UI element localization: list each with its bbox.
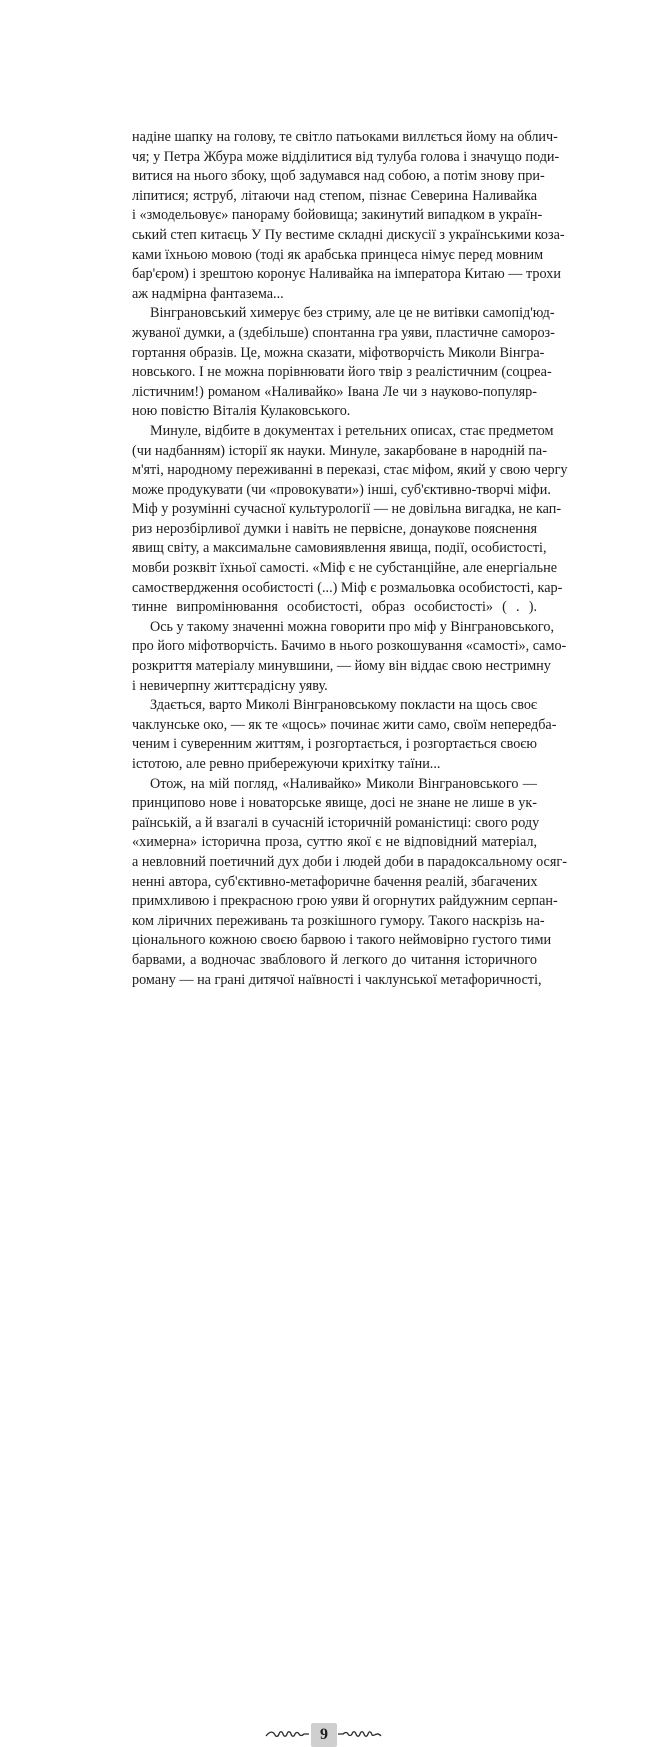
text-line: Вінграновський химерує без стриму, але це не витівки самопід'юд- (150, 305, 555, 322)
text-line: новського. І не можна порівнювати його твір з реалістичним (соцреа- (132, 364, 552, 381)
text-line: ком ліричних переживань та розкішного гумору. Такого наскрізь на- (132, 912, 545, 929)
text-line: Ось у такому значенні можна говорити про міф у Вінграновського, (150, 618, 555, 635)
text-line: надіне шапку на голову, те світло патьоками виллється йому на облич- (132, 129, 558, 145)
text-line: і «змодельовує» панораму бойовища; закинутий випадком в україн- (132, 207, 543, 224)
text-line: розкриття матеріалу минувшини, — йому він віддає свою нестримну (132, 658, 551, 675)
text-line: чаклунське око, — як те «щось» починає жити само, своїм непередба- (132, 716, 557, 733)
flourish-left-icon (264, 1727, 310, 1741)
text-line: ненні автора, суб'єктивно-метафоричне бачення реалій, збагачених (132, 873, 538, 890)
text-line: ками їхньою мовою (тоді як арабська принцеса німує перед мовним (132, 246, 544, 263)
text-line: «химерна» історична проза, суттю якої є не відповідний матеріал, (132, 834, 537, 851)
text-line: риз нерозбірливої думки і навіть не первісне, донаукове пояснення (132, 520, 537, 537)
text-line: Отож, на мій погляд, «Наливайко» Миколи Вінграновського — (150, 775, 537, 792)
text-line: м'яті, народному переживанні в переказі, стає міфом, який у свою чергу (132, 462, 568, 479)
text-line: жуваної думки, а (здебільше) спонтанна гра уяви, пластичне саморoз- (132, 324, 555, 341)
text-line: барвами, а водночас зваблового й легкого до читання історичного (132, 951, 537, 968)
text-line: примхливою і прекрасною грою уяви й огорнутих райдужним серпан- (132, 893, 558, 910)
text-line: мовби розквіт їхньої самості. «Міф є не субстанційне, але енергіальне (132, 560, 558, 577)
text-line: і невичерпну життєрадісну уяву. (132, 677, 328, 694)
text-line: самоствердження особистості (...) Міф є розмальовка особистості, кар- (132, 579, 563, 596)
text-line: ський степ китаєць У Пу вестиме складні дискусії з українськими коза- (132, 226, 565, 243)
text-line: ною повістю Віталія Кулаковського. (132, 403, 351, 420)
text-line: явищ світу, а максимальне самовиявлення явища, події, особистості, (132, 540, 547, 557)
text-line: бар'єром) і зрештою коронує Наливайка на імператора Китаю — трохи (132, 266, 561, 283)
text-line: Здається, варто Миколі Вінграновському покласти на щось своє (150, 697, 537, 714)
text-line: чя; у Петра Жбура може відділитися від тулуба голова і значущо поди- (132, 148, 560, 165)
text-line: принципово нове і новаторське явище, досі не знане не лише в ук- (132, 795, 537, 812)
text-line: ціонального кожною своєю барвою і такого неймовірно густого тими (132, 932, 552, 949)
text-line: істотою, але ревно прибережуючи крихітку таїни... (132, 756, 441, 772)
text-line: може продукувати (чи «провокувати») інші, суб'єктивно-творчі міфи. (132, 481, 551, 498)
text-line: ченим і суверенним життям, і розгортається, і розгортається своєю (132, 736, 537, 753)
text-line: раїнській, а й взагалі в сучасній історичній романістиці: свого роду (132, 814, 540, 831)
text-line: а невловний поетичний дух доби і людей доби в парадоксальному осяг- (132, 853, 567, 870)
text-line: Минуле, відбите в документах і ретельних описах, стає предметом (150, 422, 554, 439)
text-line: тинне випромінювання особистості, образ особистості» ( . ). (132, 599, 537, 616)
text-line: роману — на грані дитячої наївності і чаклунської метафоричності, (132, 971, 542, 988)
page-number: 9 (311, 1723, 337, 1747)
flourish-right-icon (337, 1727, 383, 1741)
text-line: витися на нього збоку, щоб задумався над собою, а потім знову при- (132, 168, 545, 185)
text-line: (чи надбанням) історії як науки. Минуле, закарбоване в народній па- (132, 442, 547, 459)
text-line: лістичним!) романом «Наливайко» Івана Ле чи з науково-популяр- (132, 383, 537, 400)
text-line: про його міфотворчість. Бачимо в нього розкошування «самості», само- (132, 638, 567, 655)
text-line: Міф у розумінні сучасної культурології — не довільна вигадка, не кап- (132, 501, 562, 518)
text-line: гортання образів. Це, можна сказати, міфотворчість Миколи Вінгра- (132, 344, 545, 361)
text-line: аж надмірна фантазема... (132, 285, 284, 302)
text-line: ліпитися; яструб, літаючи над степом, пізнає Северина Наливайка (132, 187, 537, 204)
